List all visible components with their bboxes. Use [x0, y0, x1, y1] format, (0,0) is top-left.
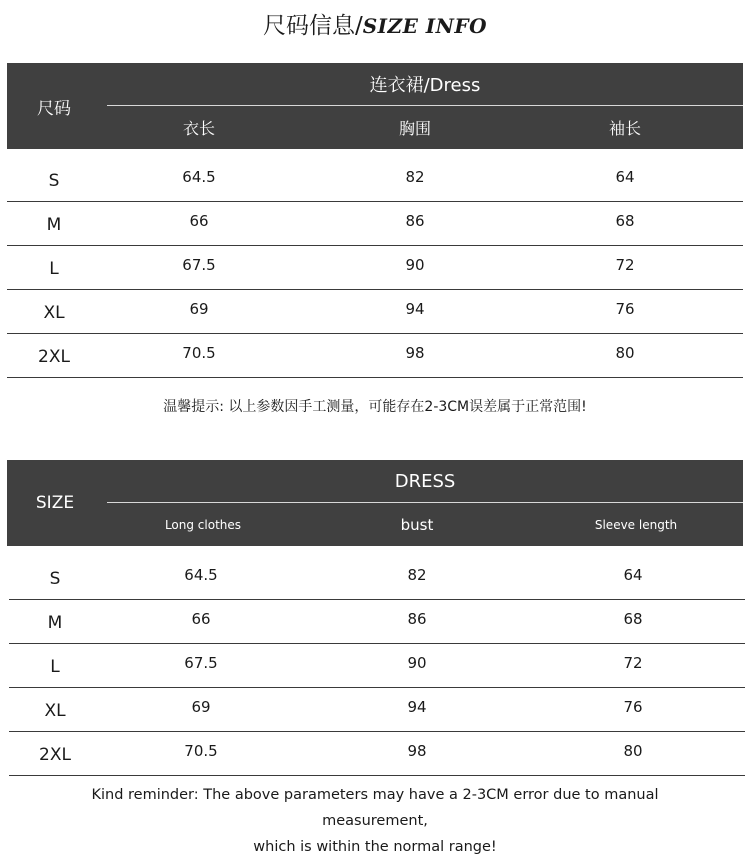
measurement-note-cn: 温馨提示: 以上参数因手工测量，可能存在2-3CM误差属于正常范围!	[163, 399, 587, 415]
sleeve-cell: 72	[623, 654, 643, 672]
bust-cell: 90	[407, 654, 427, 672]
length-cell: 66	[191, 610, 211, 628]
sleeve-cell: 72	[615, 256, 635, 274]
measurement-note-en	[40, 782, 710, 860]
sleeve-cell: 80	[615, 344, 635, 362]
table-row-s	[9, 555, 745, 600]
bust-cell: 86	[407, 610, 427, 628]
size-column-header: 尺码	[37, 98, 71, 119]
table-row-xl	[9, 687, 745, 732]
sleeve-cell: 64	[615, 168, 635, 186]
garment-group-title: DRESS	[394, 470, 456, 492]
column-header-length: 衣长	[182, 119, 215, 138]
size-cell: XL	[43, 303, 65, 323]
sleeve-cell: 80	[623, 742, 643, 760]
size-cell: S	[49, 569, 61, 589]
table-row-s	[7, 157, 743, 202]
table-row-m	[7, 201, 743, 246]
column-header-sleeve: 袖长	[608, 119, 641, 138]
length-cell: 64.5	[182, 168, 216, 186]
bust-cell: 94	[405, 300, 425, 318]
size-cell: XL	[44, 701, 66, 721]
length-cell: 66	[189, 212, 209, 230]
page-title-chinese: 尺码信息/	[262, 13, 363, 39]
length-cell: 69	[191, 698, 211, 716]
table-row-2xl	[9, 731, 745, 776]
bust-cell: 82	[405, 168, 425, 186]
table-row-xl	[7, 289, 743, 334]
length-cell: 64.5	[184, 566, 218, 584]
length-cell: 70.5	[184, 742, 218, 760]
column-header-sleeve: Sleeve length	[594, 517, 678, 532]
size-column-header: SIZE	[35, 493, 75, 513]
sleeve-cell: 64	[623, 566, 643, 584]
length-cell: 70.5	[182, 344, 216, 362]
table-row-l	[9, 643, 745, 688]
measurement-note-line-2: which is within the normal range!	[253, 839, 497, 855]
sleeve-cell: 68	[615, 212, 635, 230]
measurement-note-line-1: Kind reminder: The above parameters may have a 2-3CM error due to manual measurement,	[91, 787, 659, 829]
length-cell: 67.5	[184, 654, 218, 672]
length-cell: 69	[189, 300, 209, 318]
size-cell: 2XL	[38, 347, 70, 367]
size-cell: 2XL	[39, 745, 71, 765]
bust-cell: 98	[405, 344, 425, 362]
column-header-bust: 胸围	[398, 119, 431, 138]
size-table-en-header	[7, 460, 743, 546]
bust-cell: 82	[407, 566, 427, 584]
bust-cell: 90	[405, 256, 425, 274]
size-cell: S	[48, 171, 60, 191]
size-cell: L	[49, 259, 59, 279]
column-header-length: Long clothes	[164, 517, 242, 532]
size-cell: L	[50, 657, 60, 677]
garment-group-title: 连衣裙/Dress	[369, 75, 481, 96]
table-row-l	[7, 245, 743, 290]
length-cell: 67.5	[182, 256, 216, 274]
size-cell: M	[46, 215, 62, 235]
page-title	[0, 8, 750, 44]
bust-cell: 98	[407, 742, 427, 760]
column-header-bust: bust	[400, 515, 434, 534]
sleeve-cell: 76	[615, 300, 635, 318]
sleeve-cell: 76	[623, 698, 643, 716]
size-cell: M	[47, 613, 63, 633]
table-row-2xl	[7, 333, 743, 378]
bust-cell: 86	[405, 212, 425, 230]
sleeve-cell: 68	[623, 610, 643, 628]
size-table-cn-header	[7, 63, 743, 149]
bust-cell: 94	[407, 698, 427, 716]
table-row-m	[9, 599, 745, 644]
page-title-english: SIZE INFO	[362, 14, 488, 38]
